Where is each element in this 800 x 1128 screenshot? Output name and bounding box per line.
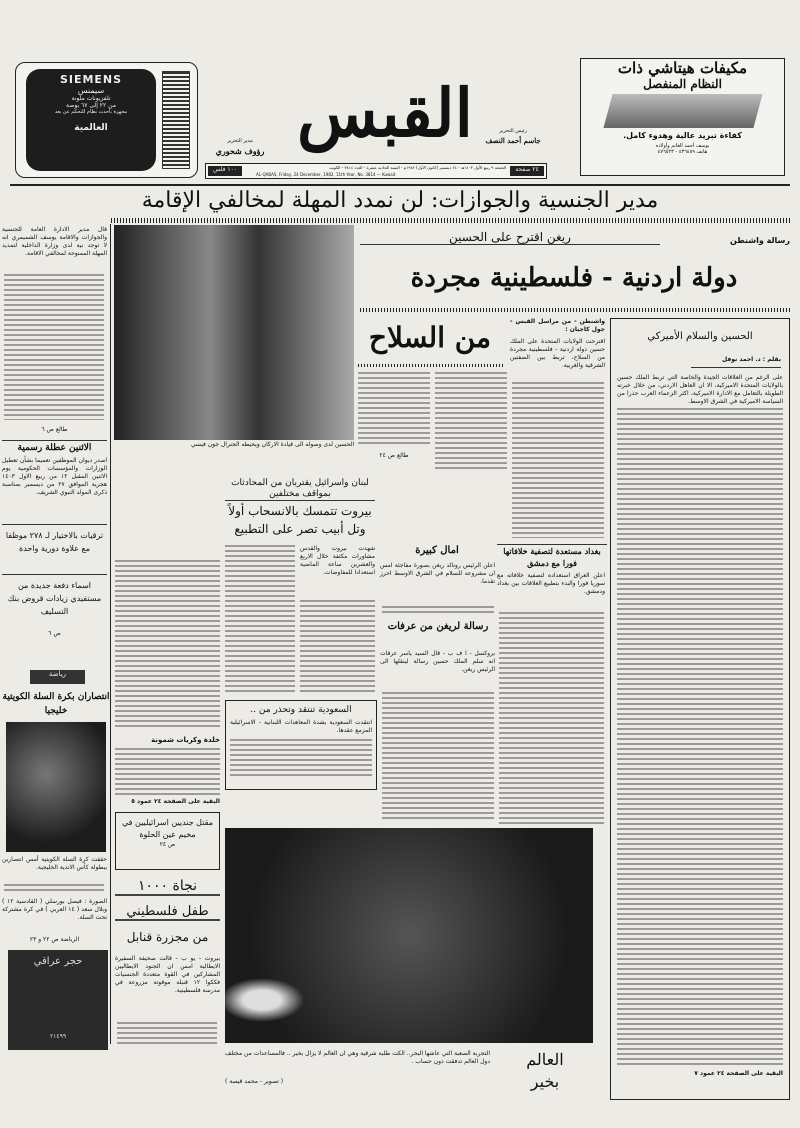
sports-headline: انتصاران بكرة السلة الكويتية خليجيا bbox=[2, 692, 110, 716]
baghdad-body: اعلن العراق استعداده لتصفية خلافاته مع سوريا فورا والبدء بتطبيع العلاقات بين بغداد ودمشق. bbox=[497, 572, 605, 595]
rescue-headline-2: طفل فلسطيني bbox=[115, 904, 220, 921]
text-block bbox=[230, 739, 372, 779]
lead-headline-2: من السلاح bbox=[368, 321, 492, 354]
siemens-line: من ٢٢ إلى ٦٧ بوصة bbox=[66, 102, 116, 109]
pages-count: ٢٤ صفحة bbox=[510, 166, 544, 176]
siemens-ad bbox=[15, 62, 198, 178]
text-block bbox=[115, 560, 220, 730]
sports-article: حققت كرة السلة الكويتية أمس انتصارين ببطولة كأس الاندية الخليجية. bbox=[2, 856, 107, 871]
baghdad-headline: بغداد مستعدة لتصفية خلافاتها فورا مع دمشق bbox=[497, 544, 607, 569]
holiday-headline: الاثنين عطلة رسمية bbox=[2, 440, 107, 453]
siemens-brand-ar: سيمنس bbox=[77, 86, 105, 95]
kicker-source: رسالة واشنطن bbox=[730, 236, 790, 245]
text-block bbox=[4, 884, 104, 894]
lead-headline: دولة اردنية - فلسطينية مجردة bbox=[410, 263, 738, 293]
lebanon-headline-1: بيروت تتمسك بالانسحاب أولاً bbox=[228, 504, 372, 518]
column-divider bbox=[110, 224, 111, 1044]
saudi-headline: السعودية تنتقد وتحذر من .. bbox=[250, 705, 352, 715]
world-headline-2: بخير bbox=[530, 1072, 560, 1091]
sports-photo-caption: الصورة : فيصل بورسلي ( القادسية ١٢ ) وبلال سعد ( ١٤ العربي ) في كرة مشتركة تحت السلة. bbox=[2, 898, 107, 921]
column-body: على الرغم من العلاقات الجيدة والخاصة التي تربط الملك حسين بالولايات المتحدة الاميركية، الا ان العاهل الاردني، من خلال خبرته الطويلة بالتعامل مع الادارة الاميركية، اكثر الزعماء العرب حذرا من السياسة الاميركية في الشرق الاوسط. bbox=[617, 374, 783, 405]
hitachi-tagline: كفاءة تبريد عالية وهدوء كامل. bbox=[623, 131, 742, 140]
text-block bbox=[4, 274, 104, 420]
sports-continued: الرياضة ص ٢٢ و ٢٣ bbox=[29, 936, 80, 943]
residency-article: قال مدير الادارة العامة للجنسية والجوازات والاقامة يوسف الشميمري انه لا توجد نية لدى وزارة الداخلية لتمديد المهلة الممنوحة لمخالفي الاقامة. bbox=[2, 226, 107, 257]
editor-label: مدير التحرير bbox=[227, 138, 253, 144]
holiday-article: اصدر ديوان الموظفين تعميما بشأن تعطيل الوزارات والمؤسسات الحكومية يوم الاثنين المقبل ١٢ من ربيع الاول ١٤٠٣ هجرية الموافق ٢٧ من ديسمبر بمناسبة ذكرى المولد النبوي الشريف. bbox=[2, 457, 108, 496]
photo-credit: ( تصوير - محمد قيصة ) bbox=[225, 1078, 284, 1085]
banner-headline: مدير الجنسية والجوازات: لن نمدد المهلة لمخالفي الإقامة bbox=[141, 188, 659, 213]
chief-editor-name: جاسم أحمد النصف bbox=[485, 136, 541, 145]
siemens-dealer: العالمية bbox=[74, 123, 108, 133]
air-conditioner-image bbox=[603, 94, 762, 128]
text-block bbox=[117, 1022, 217, 1044]
text-block bbox=[358, 372, 430, 444]
editor-name: رؤوف شحوري bbox=[215, 146, 265, 156]
hitachi-subtitle: النظام المنفصل bbox=[643, 77, 722, 91]
column-byline: بقلم : د. احمد نوفل bbox=[691, 356, 781, 368]
price: ١٠٠ فلس bbox=[208, 166, 242, 176]
text-block bbox=[435, 372, 507, 472]
text-block bbox=[382, 606, 494, 614]
ain-helweh-headline: مقتل جنديين اسرائيليين في مخيم عين الحلوة bbox=[122, 818, 213, 839]
siemens-brand: SIEMENS bbox=[59, 73, 123, 86]
king-hussein-photo bbox=[114, 225, 354, 440]
continued-note: ص ٦ bbox=[48, 630, 61, 637]
opinion-column bbox=[610, 318, 790, 1100]
newspaper-logo: القبس bbox=[297, 74, 473, 152]
divider bbox=[358, 308, 790, 312]
world-headline: العالم bbox=[526, 1050, 564, 1069]
divider bbox=[358, 364, 503, 367]
rescue-body: بيروت - يو ب - قالت صحيفة السفيرة الايطالية امس ان الجنود الايطاليين المشاركين في القوة متعددة الجنسيات فككوا ١٢ قنبلة موقوتة مزروعة في مدرسة فلسطينية. bbox=[115, 955, 220, 994]
text-block bbox=[115, 748, 220, 796]
column-title: الحسين والسلام الأميركي bbox=[647, 331, 753, 342]
saudi-box bbox=[225, 700, 377, 790]
text-block bbox=[617, 408, 783, 1068]
world-photo bbox=[225, 828, 593, 1043]
text-block bbox=[499, 612, 604, 826]
poster-number: ٢١٤٩٩ bbox=[49, 1033, 67, 1040]
ain-helweh-box bbox=[115, 812, 220, 870]
saudi-body: انتقدت السعودية بشدة المعاهدات اللبنانية - الاسرائيلية المزمع عقدها. bbox=[230, 719, 372, 734]
hope-headline: امال كبيرة bbox=[415, 545, 459, 556]
tv-control-panel bbox=[162, 71, 190, 169]
rescue-headline-1: نجاة ١٠٠٠ bbox=[115, 878, 220, 896]
world-caption: التجربة الصعبة التي عاشها البحر.. الكت طلبة شرقية وهي ان العالم لا يزال بخير .. فالمساعدات من مختلف دول العالم تدفقت دون حساب . bbox=[225, 1050, 490, 1065]
divider bbox=[110, 218, 790, 223]
issue-date-ar: الجمعة ٩ ربيع الأول ١٤٠٣هـ - ٢٤ ديسمبر (كانون الأول) ١٩٨٢م - السنة الحادية عشرة - العدد ٣٨١٤ - الكويت bbox=[328, 165, 506, 170]
loans-headline: اسماء دفعة جديدة من مستفيدي زيادات قروض بنك التسليف bbox=[2, 574, 107, 618]
hitachi-ad bbox=[580, 58, 785, 176]
lead-continued: طالع ص ٢٤ bbox=[379, 452, 409, 459]
hope-body: اعلن الرئيس رونالد ريغن بصورة مفاجئة امس ان مشروعه للسلام في الشرق الاوسط احرز تقدما. bbox=[380, 562, 495, 585]
hitachi-title: مكيفات هيتاشي ذات bbox=[617, 59, 748, 77]
basketball-photo bbox=[6, 722, 106, 852]
sports-label: رياضة bbox=[30, 670, 85, 684]
lead-dateline: واشنطن - من مراسل القبس - جول كاجيان : bbox=[510, 318, 605, 333]
lead-body: اقترحت الولايات المتحدة على الملك حسين دولة اردنية - فلسطينية مجردة من السلاح، تربط بين الضفتين الشرقية والغربية. bbox=[510, 338, 605, 369]
column-continued: البقية على الصفحة ٢٤ عمود ٧ bbox=[694, 1070, 783, 1077]
reagan-message-body: بروكسل - ا ف ب - قال السيد ياسر عرفات انه سلم الملك حسين رسالة لينقلها الى الرئيس ريغن. bbox=[380, 650, 495, 673]
text-block bbox=[382, 692, 494, 822]
lebanon-subhead: خلدة وكريات شمونة bbox=[151, 736, 220, 744]
chief-editor-label: رئيس التحرير bbox=[499, 128, 527, 134]
text-block bbox=[512, 382, 604, 538]
lebanon-kicker: لبنان واسرائيل يقتربان من المحادثات بمواقف مختلفين bbox=[225, 478, 375, 501]
date-strip bbox=[205, 163, 547, 179]
issue-date-en: AL-QABAS, Friday, 24 December, 1982, 11th Year, No. 3814 — Kuwait bbox=[256, 172, 396, 177]
lebanon-headline-2: وتل أبيب تصر على التطبيع bbox=[234, 522, 366, 536]
hitachi-phone: هاتف ٤٣٦٤٨٩ - ٤٧٦٥٢٣ bbox=[657, 149, 708, 155]
reagan-message-headline: رسالة لريغن من عرفات bbox=[387, 621, 489, 632]
text-block bbox=[225, 545, 295, 695]
lead-kicker: ريغن اقترح على الحسين bbox=[360, 230, 660, 245]
lebanon-continued: البقية على الصفحة ٢٤ عمود ٥ bbox=[131, 798, 220, 805]
text-block bbox=[300, 600, 375, 695]
siemens-line: مجهزة بأحدث نظام للتحكم عن بعد bbox=[54, 109, 128, 115]
photo-caption: الحسين لدى وصوله الى قيادة الاركان ويحيطه الجنرال جون فيسي bbox=[190, 441, 354, 448]
hitachi-dealer: يوسف أحمد الغانم وأولاده bbox=[655, 143, 710, 149]
promotion-headline: ترقيات بالاختيار لـ ٢٧٨ موظفا مع علاوة دورية واحدة bbox=[2, 524, 107, 555]
iraqi-stone-poster bbox=[8, 950, 108, 1050]
poster-title: حجر عراقي bbox=[33, 956, 83, 967]
continued-note: طالع ص ٦ bbox=[41, 426, 68, 433]
siemens-line: تلفزيونات ملونة bbox=[71, 95, 111, 102]
ain-helweh-continued: ص ٢٤ bbox=[159, 841, 176, 848]
rescue-headline-3: من مجزرة قنابل bbox=[126, 930, 209, 944]
lebanon-body: شهدت بيروت والقدس مشاورات مكثفة خلال الاربع والعشرين ساعة الماضية استعدادا للمفاوضات. bbox=[300, 545, 375, 576]
masthead-rule bbox=[10, 184, 790, 186]
